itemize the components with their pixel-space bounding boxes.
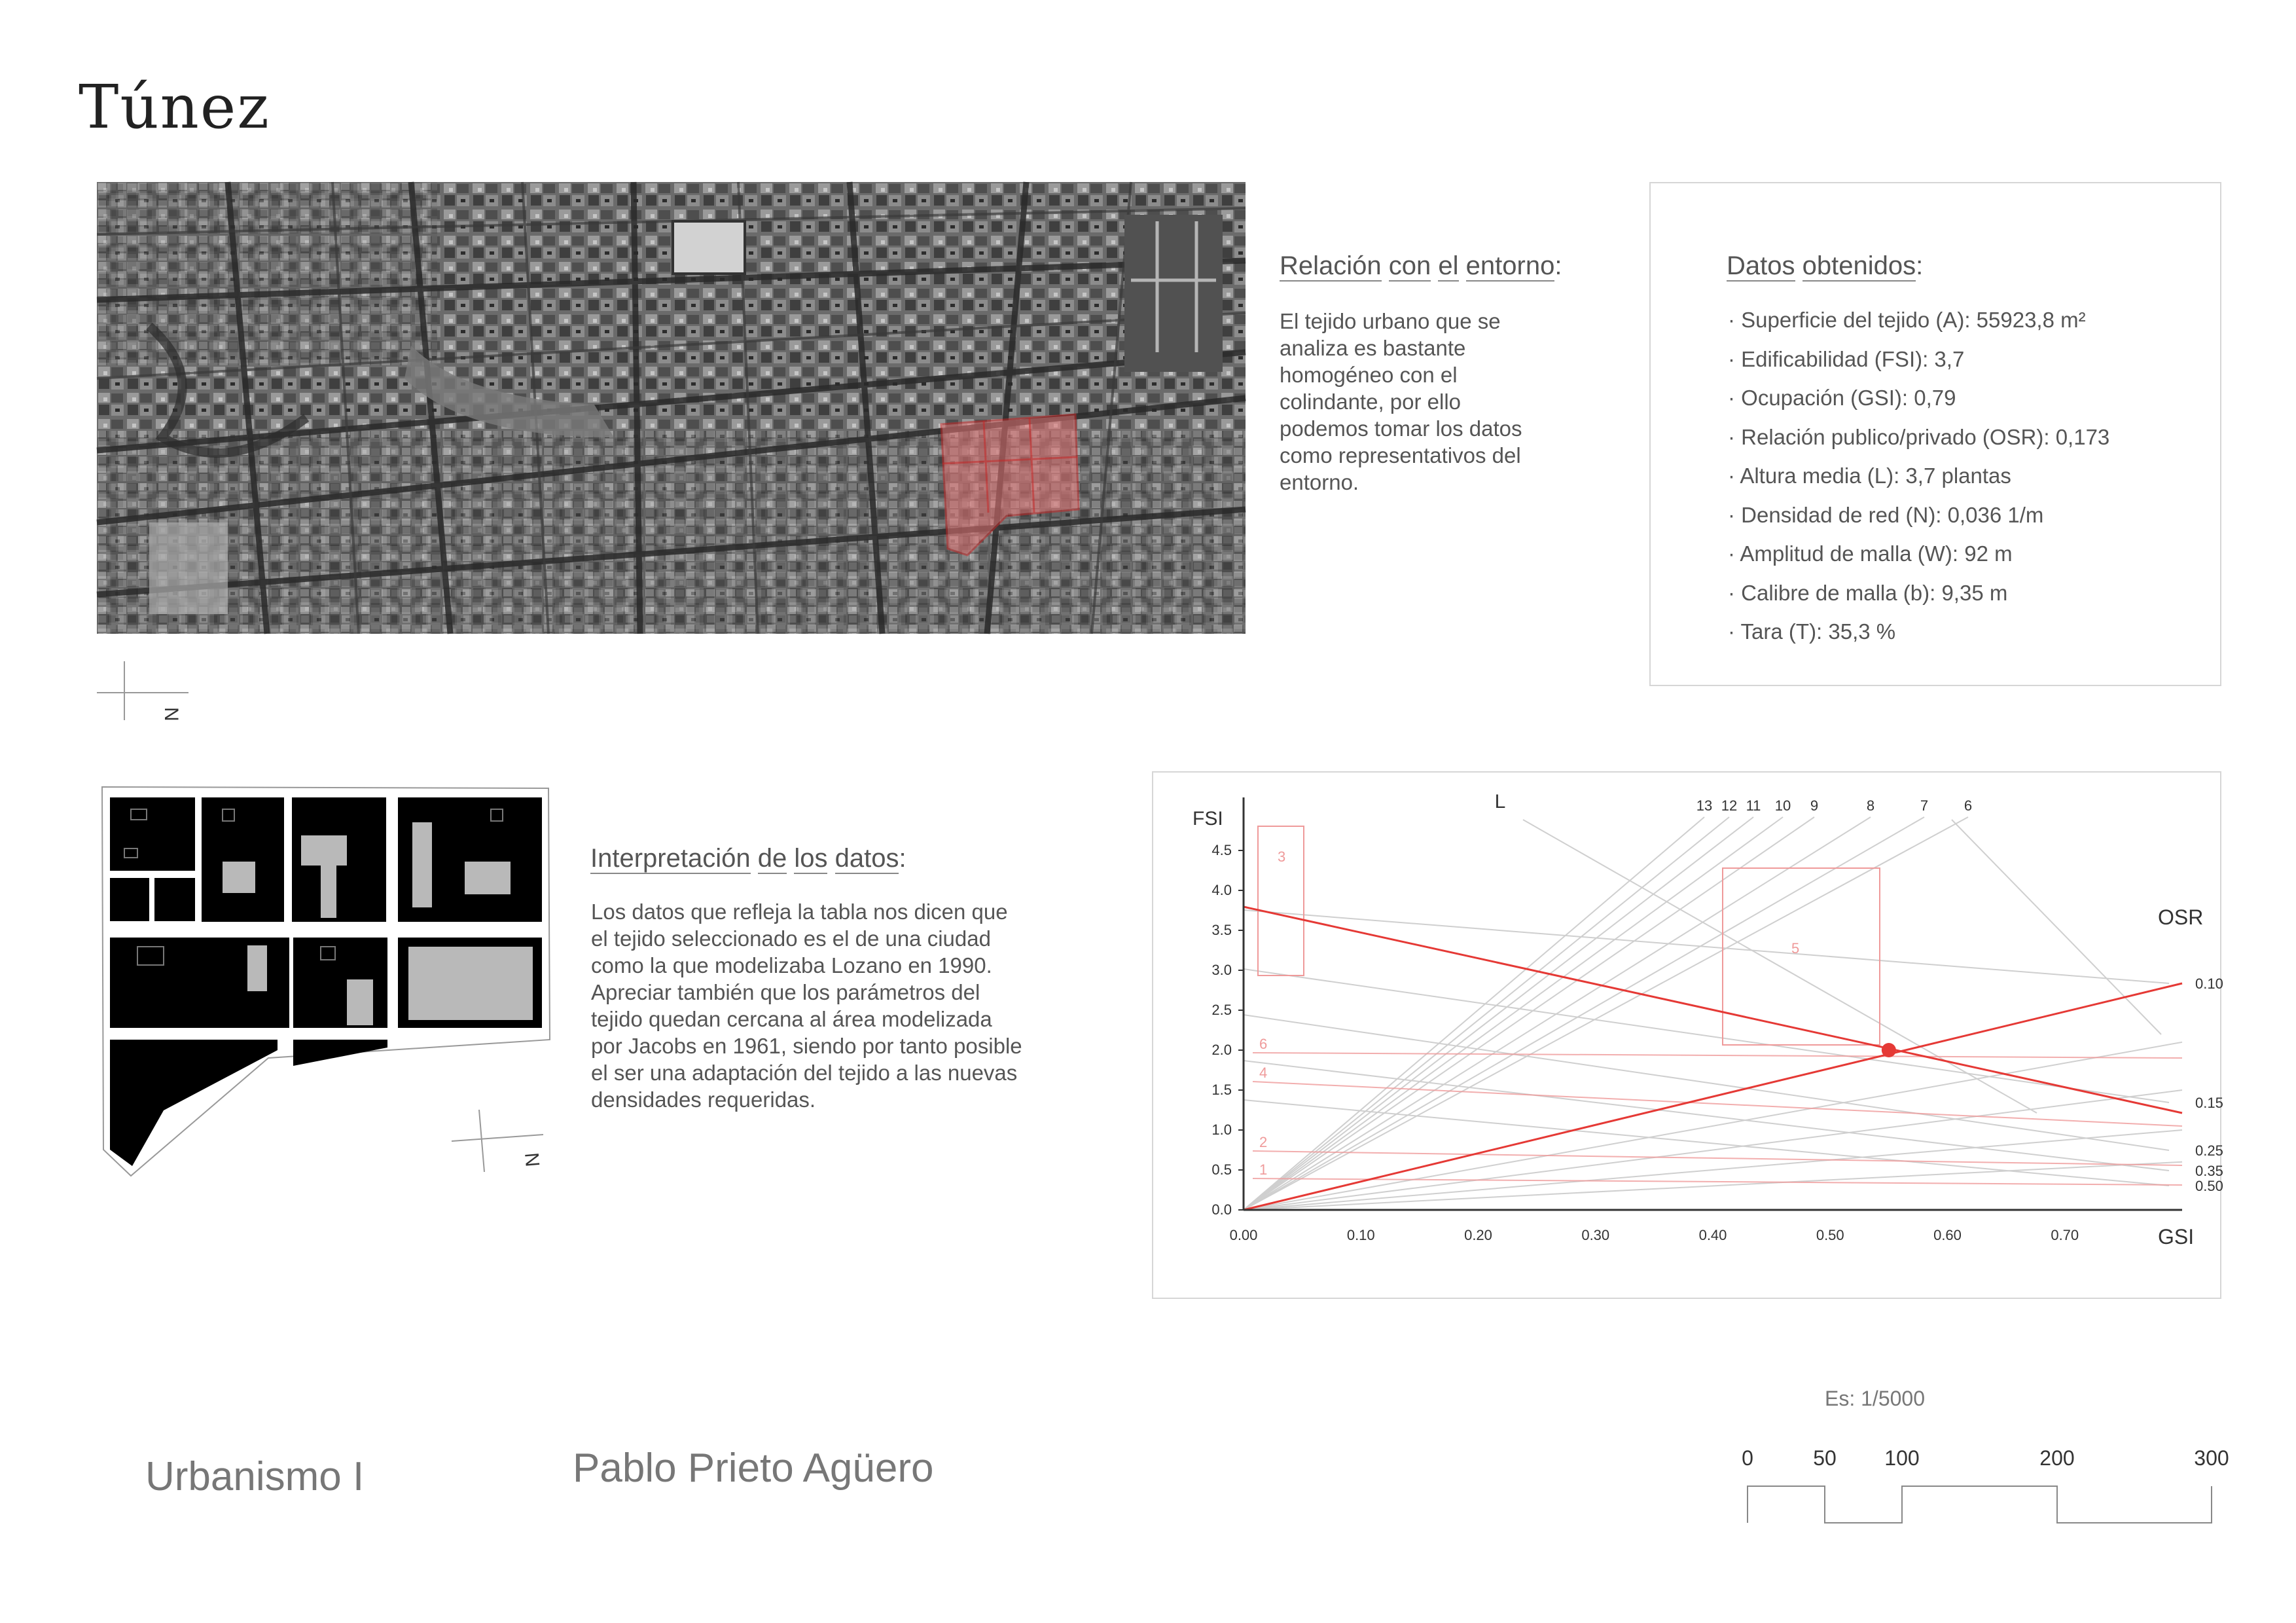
l-label-11: 11 (1746, 797, 1761, 814)
data-point (1882, 1043, 1896, 1057)
zone-label-3: 3 (1278, 848, 1286, 865)
zone-label-6: 6 (1259, 1036, 1268, 1052)
highlight-fsi-line (1244, 907, 2182, 1113)
aerial-map (97, 182, 1246, 634)
l-label-9: 9 (1810, 797, 1819, 814)
datos-list (1728, 308, 2212, 659)
l-line-extra-2 (1244, 1130, 2182, 1210)
north-arrow-1 (97, 661, 188, 727)
datos-item-amplitud: · Amplitud de malla (W): 92 m (1728, 541, 2013, 566)
datos-item-tara: · Tara (T): 35,3 % (1728, 619, 1896, 644)
scale-tick-50: 50 (1813, 1446, 1837, 1470)
north-arrow-2 (452, 1110, 550, 1175)
scale-tick-300: 300 (2194, 1446, 2229, 1470)
l-label-8: 8 (1866, 797, 1875, 814)
zone-line-2 (1253, 1151, 2182, 1165)
y-tick-label-2.0: 2.0 (1211, 1042, 1232, 1058)
y-tick-label-2.5: 2.5 (1211, 1002, 1232, 1018)
relacion-heading-suffix: : (1554, 251, 1562, 280)
scale-tick-0: 0 (1742, 1446, 1753, 1470)
north-label-2: N (520, 1152, 543, 1168)
l-line-8 (1244, 817, 1871, 1210)
datos-heading (1727, 251, 1923, 281)
y-tick-label-1.5: 1.5 (1211, 1082, 1232, 1098)
x-tick-label-0.10: 0.10 (1346, 1227, 1375, 1243)
chart-panel (1152, 771, 2221, 1299)
y-tick-label-3.0: 3.0 (1211, 962, 1232, 978)
y-tick-label-0.0: 0.0 (1211, 1201, 1232, 1218)
x-tick-label-0.50: 0.50 (1816, 1227, 1844, 1243)
datos-item-calibre: · Calibre de malla (b): 9,35 m (1728, 580, 2008, 605)
l-line-extra-3 (1244, 1162, 2182, 1210)
zone-line-4 (1253, 1082, 2182, 1126)
l-axis-label: L (1494, 791, 1506, 812)
osr-label-0.35: 0.35 (2195, 1163, 2223, 1179)
l-label-10: 10 (1774, 797, 1791, 814)
relacion-heading-word-4: entorno (1465, 251, 1555, 280)
relacion-heading-word-3: el (1438, 251, 1459, 280)
y-tick-label-4.5: 4.5 (1211, 842, 1232, 858)
datos-item-osr: · Relación publico/privado (OSR): 0,173 (1728, 424, 2110, 449)
l-label-6: 6 (1964, 797, 1973, 814)
l-line-11 (1244, 817, 1753, 1210)
zone-line-6 (1253, 1053, 2182, 1058)
y-tick-label-4.0: 4.0 (1211, 882, 1232, 898)
course-name: Urbanismo I (145, 1454, 365, 1499)
l-label-12: 12 (1721, 797, 1738, 814)
datos-item-gsi: · Ocupación (GSI): 0,79 (1728, 386, 1956, 410)
interpretacion-heading-word-1: Interpretación (590, 844, 751, 873)
osr-label-0.15: 0.15 (2195, 1095, 2223, 1111)
x-tick-label-0.40: 0.40 (1698, 1227, 1727, 1243)
datos-item-fsi: · Edificabilidad (FSI): 3,7 (1728, 346, 1965, 371)
scale-bar (1734, 1446, 2232, 1531)
l-line-extra-0 (1244, 1042, 2182, 1210)
interpretacion-heading-word-4: datos (834, 844, 899, 873)
y-tick-label-3.5: 3.5 (1211, 922, 1232, 938)
relacion-heading (1280, 251, 1562, 281)
scale-label: Es: 1/5000 (1825, 1387, 1925, 1410)
author-name: Pablo Prieto Agüero (573, 1446, 934, 1491)
l-label-7: 7 (1920, 797, 1929, 814)
l-label-13: 13 (1696, 797, 1713, 814)
datos-item-altura: · Altura media (L): 3,7 plantas (1728, 464, 2011, 488)
y-axis-label: FSI (1193, 808, 1223, 830)
l-line-7 (1244, 817, 1924, 1210)
relacion-heading-word-2: con (1388, 251, 1431, 280)
scale-tick-100: 100 (1884, 1446, 1920, 1470)
zone-line-1 (1253, 1178, 2182, 1185)
x-tick-label-0.00: 0.00 (1229, 1227, 1258, 1243)
osr-axis-label: OSR (2158, 905, 2204, 929)
interpretacion-heading-word-3: los (794, 844, 828, 873)
datos-item-densidad: · Densidad de red (N): 0,036 1/m (1728, 502, 2044, 527)
x-axis-label: GSI (2158, 1225, 2195, 1249)
zone-label-2: 2 (1259, 1134, 1268, 1150)
osr-label-0.10: 0.10 (2195, 976, 2223, 992)
aerial-photo (97, 182, 1246, 634)
x-tick-label-0.70: 0.70 (2051, 1227, 2079, 1243)
datos-heading-word-1: Datos (1727, 251, 1795, 280)
zone-label-1: 1 (1259, 1161, 1268, 1178)
datos-heading-word-2: obtenidos (1802, 251, 1916, 280)
x-tick-label-0.60: 0.60 (1933, 1227, 1962, 1243)
x-tick-label-0.30: 0.30 (1581, 1227, 1610, 1243)
zone-label-4: 4 (1259, 1065, 1268, 1081)
page-title: Túnez (79, 72, 270, 142)
y-tick-label-1.0: 1.0 (1211, 1122, 1232, 1138)
north-label-1: N (160, 707, 182, 721)
interpretacion-heading-word-2: de (757, 844, 787, 873)
x-tick-label-0.20: 0.20 (1464, 1227, 1492, 1243)
l-line-13 (1244, 817, 1704, 1210)
scale-tick-200: 200 (2039, 1446, 2075, 1470)
osr-label-0.25: 0.25 (2195, 1142, 2223, 1159)
interpretacion-heading (590, 844, 906, 873)
y-tick-label-0.5: 0.5 (1211, 1161, 1232, 1178)
datos-heading-suffix: : (1916, 251, 1924, 280)
l-line-6 (1244, 817, 1968, 1210)
interpretacion-text: Los datos que refleja la tabla nos dicen que el tejido seleccionado es el de una ciudad como la que modelizaba Lozano en 1990. Apreciar también que los parámetros del tejido quedan cercana al área modelizada por Jacobs en 1961, siendo por tanto posible el ser una adaptación del tejido a las nuevas densidades requeridas. (591, 900, 1022, 1112)
datos-item-superficie: · Superficie del tejido (A): 55923,8 m² (1728, 308, 2086, 332)
osr-label-0.50: 0.50 (2195, 1178, 2223, 1194)
zone-label-5: 5 (1791, 940, 1800, 957)
osr-line-extra-2 (1952, 820, 2161, 1034)
osr-line-0.10 (1244, 910, 2169, 983)
spacemate-chart (1153, 773, 2223, 1298)
relacion-text: El tejido urbano que se analiza es bastante homogéneo con el colindante, por ello podemos tomar los datos como representativos del entorno. (1280, 309, 1522, 494)
interpretacion-heading-suffix: : (899, 844, 906, 873)
relacion-heading-word-1: Relación (1280, 251, 1382, 280)
osr-line-0.35 (1244, 1061, 2169, 1171)
